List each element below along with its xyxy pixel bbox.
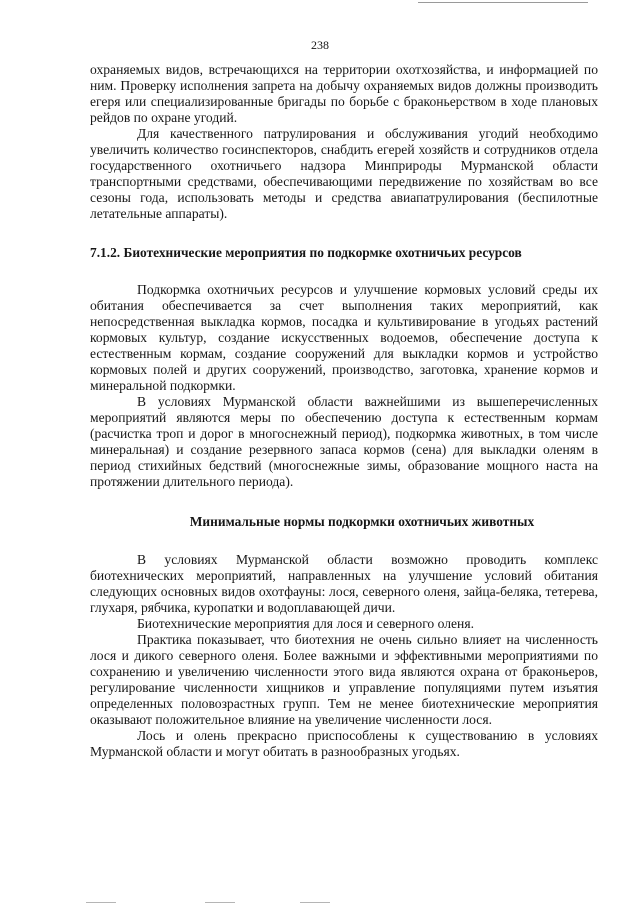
subheading-minimal-norms: Минимальные нормы подкормки охотничьих животных bbox=[189, 514, 535, 529]
paragraph-murmansk-measures: В условиях Мурманской области важнейшими из вышеперечисленных мероприятий являются меры по обеспечению доступа к естественным кормам (расчистка троп и дорог в многоснежный период), подкормка животных, в том числе минеральная) и создание резервного запаса кормов (сена) для выкладки оленям в период стихийных бедствий (многоснежные зимы, образование мощного наста на протяжении длительного периода). bbox=[90, 394, 598, 489]
paragraph-practice: Практика показывает, что биотехния не очень сильно влияет на численность лося и дикого северного оленя. Более важными и эффективными мероприятиями по сохранению и увеличению численности этого вида являются охрана от браконьеров, регулирование численности хищников и управление популяциями путем изъятия определенных половозрастных групп. Тем не менее биотехнические мероприятия оказывают положительное влияние на увеличение численности лося. bbox=[90, 632, 598, 727]
scan-bottom-mark bbox=[205, 902, 235, 903]
paragraph-species-list: В условиях Мурманской области возможно проводить комплекс биотехнических мероприятий, направленных на улучшение условий обитания следующих основных видов охотфауны: лося, северного оленя, зайца-беляка, тетерева, глухаря, рябчика, куропатки и водоплавающей дичи. bbox=[90, 552, 598, 615]
page-content bbox=[90, 62, 598, 760]
scan-bottom-mark bbox=[86, 902, 116, 903]
paragraph-patrol: Для качественного патрулирования и обслуживания угодий необходимо увеличить количество госинспекторов, снабдить егерей хозяйств и сотрудников отдела государственного охотничьего надзора Минприроды Мурманской области транспортными средствами, обеспечивающими передвижение по хозяйствам во все сезоны года, использовать методы и средства авиапатрулирования (беспилотные летательные аппараты). bbox=[90, 126, 598, 221]
scan-edge-line bbox=[418, 2, 588, 3]
paragraph-continued: охраняемых видов, встречающихся на территории охотхозяйства, и информацией по ним. Проверку исполнения запрета на добычу охраняемых видов должны производить егеря или специализированные бригады по борьбе с браконьерством в ходе плановых рейдов по охране угодий. bbox=[90, 62, 598, 125]
paragraph-moose-deer-title: Биотехнические мероприятия для лося и северного оленя. bbox=[137, 616, 474, 631]
paragraph-feeding-intro: Подкормка охотничьих ресурсов и улучшение кормовых условий среды их обитания обеспечивается за счет выполнения таких мероприятий, как непосредственная выкладка кормов, посадка и культивирование в угодьях растений кормовых культур, создание искусственных водоемов, обеспечение доступа к естественным кормам, создание сооружений для выкладки кормов и устройство кормовых полей и других сооружений, производство, заготовка, хранение кормов и минеральной подкормки. bbox=[90, 282, 598, 393]
page-number: 238 bbox=[311, 38, 329, 52]
paragraph-adaptation: Лось и олень прекрасно приспособлены к существованию в условиях Мурманской области и могут обитать в разнообразных угодьях. bbox=[90, 728, 598, 759]
section-heading-7-1-2: 7.1.2. Биотехнические мероприятия по подкормке охотничьих ресурсов bbox=[90, 245, 522, 260]
scan-bottom-mark bbox=[300, 902, 330, 903]
